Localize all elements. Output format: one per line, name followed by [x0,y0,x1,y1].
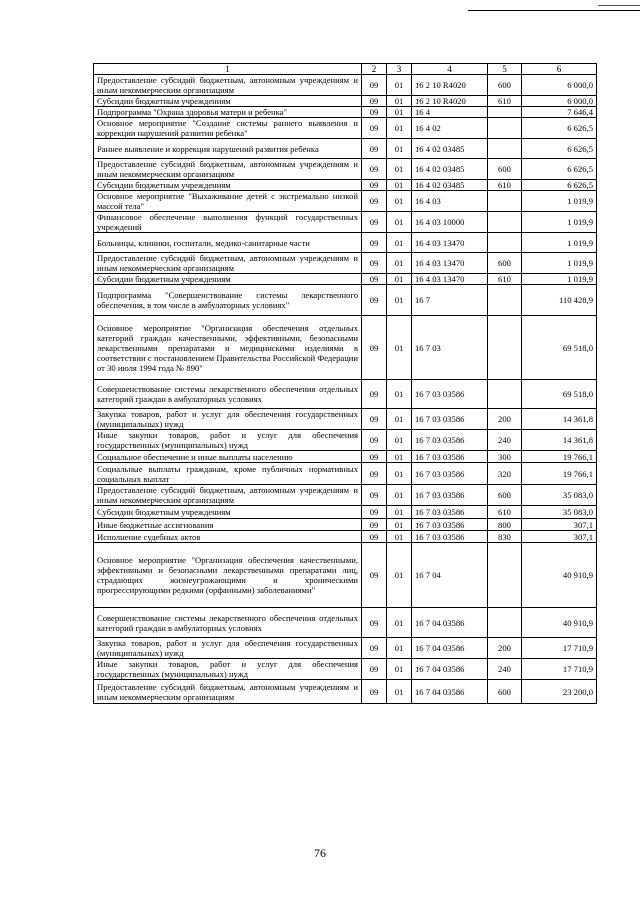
header-col-1: 1 [94,64,362,75]
row-name: Предоставление субсидий бюджетным, автономным учреждениям и иным некоммерческим организациям [94,253,362,274]
row-name: Закупка товаров, работ и услуг для обеспечения государственных (муниципальных) нужд [94,409,362,430]
row-amount: 40 910,9 [522,608,597,638]
row-expense-type: 240 [488,430,522,451]
row-expense-type: 610 [488,274,522,285]
row-target-code: 16 7 04 03586 [412,608,488,638]
row-amount: 17 710,9 [522,659,597,680]
row-target-code: 16 4 02 03485 [412,139,488,159]
row-target-code: 16 4 03 13470 [412,233,488,253]
row-name: Основное мероприятие "Создание системы раннего выявления и коррекции нарушений развития ребенка" [94,118,362,139]
row-expense-type: 600 [488,253,522,274]
row-section: 09 [362,96,387,107]
table-row [94,680,597,704]
row-name: Финансовое обеспечение выполнения функций государственных учреждений [94,212,362,233]
row-amount: 1 019,9 [522,274,597,285]
table-row [94,233,597,253]
row-expense-type: 610 [488,180,522,191]
table-row [94,485,597,506]
row-name: Исполнение судебных актов [94,531,362,543]
row-expense-type [488,233,522,253]
table-row [94,506,597,519]
row-section: 09 [362,180,387,191]
row-target-code: 16 4 03 [412,191,488,212]
row-target-code: 16 4 02 [412,118,488,139]
header-col-6: 6 [522,64,597,75]
row-section: 09 [362,316,387,380]
row-expense-type [488,212,522,233]
table-row [94,638,597,659]
row-amount: 307,1 [522,519,597,531]
row-subsection: 01 [387,506,412,519]
row-subsection: 01 [387,463,412,485]
row-target-code: 16 4 03 10000 [412,212,488,233]
row-subsection: 01 [387,274,412,285]
row-amount: 40 910,9 [522,543,597,608]
row-target-code: 16 4 02 03485 [412,180,488,191]
row-target-code: 16 7 03 03586 [412,531,488,543]
table-row [94,463,597,485]
row-section: 09 [362,139,387,159]
table-row [94,75,597,96]
row-section: 09 [362,543,387,608]
row-amount: 6 000,0 [522,96,597,107]
row-name: Иные бюджетные ассигнования [94,519,362,531]
row-subsection: 01 [387,451,412,463]
row-amount: 35 083,0 [522,485,597,506]
row-target-code: 16 7 03 03586 [412,485,488,506]
row-amount: 14 361,8 [522,409,597,430]
table-body [94,75,597,704]
row-subsection: 01 [387,107,412,118]
row-section: 09 [362,506,387,519]
row-target-code: 16 2 10 R4020 [412,75,488,96]
table-row [94,212,597,233]
row-section: 09 [362,118,387,139]
row-amount: 6 626,5 [522,118,597,139]
header-col-3: 3 [387,64,412,75]
table-row [94,191,597,212]
row-amount: 6 626,5 [522,139,597,159]
row-subsection: 01 [387,96,412,107]
row-expense-type: 320 [488,463,522,485]
row-subsection: 01 [387,118,412,139]
row-expense-type [488,285,522,316]
row-expense-type: 600 [488,159,522,180]
row-expense-type [488,608,522,638]
row-section: 09 [362,463,387,485]
header-col-4: 4 [412,64,488,75]
row-section: 09 [362,285,387,316]
table-row [94,180,597,191]
table-row [94,659,597,680]
row-target-code: 16 4 02 03485 [412,159,488,180]
row-name: Совершенствование системы лекарственного обеспечения отдельных категорий граждан в амбулаторных условиях [94,608,362,638]
row-section: 09 [362,191,387,212]
budget-table [93,63,597,704]
row-subsection: 01 [387,316,412,380]
row-section: 09 [362,608,387,638]
row-amount: 1 019,9 [522,233,597,253]
row-section: 09 [362,233,387,253]
row-section: 09 [362,409,387,430]
row-amount: 1 019,9 [522,212,597,233]
top-rule-short [598,5,640,6]
row-section: 09 [362,531,387,543]
row-name: Иные закупки товаров, работ и услуг для обеспечения государственных (муниципальных) нужд [94,430,362,451]
row-name: Предоставление субсидий бюджетным, автономным учреждениям и иным некоммерческим организациям [94,159,362,180]
top-rule [468,10,640,11]
row-amount: 6 626,5 [522,159,597,180]
row-expense-type [488,543,522,608]
row-amount: 35 083,0 [522,506,597,519]
table-row [94,531,597,543]
row-name: Социальное обеспечение и иные выплаты населению [94,451,362,463]
row-expense-type [488,118,522,139]
row-target-code: 16 7 03 03586 [412,463,488,485]
row-section: 09 [362,659,387,680]
page-number: 76 [314,846,326,860]
row-amount: 14 361,8 [522,430,597,451]
row-subsection: 01 [387,680,412,704]
row-expense-type: 830 [488,531,522,543]
row-target-code: 16 7 03 03586 [412,380,488,409]
row-target-code: 16 7 04 03586 [412,680,488,704]
row-amount: 1 019,9 [522,191,597,212]
row-amount: 7 646,4 [522,107,597,118]
row-subsection: 01 [387,253,412,274]
row-target-code: 16 2 10 R4020 [412,96,488,107]
row-name: Предоставление субсидий бюджетным, автономным учреждениям и иным некоммерческим организациям [94,485,362,506]
table-row [94,543,597,608]
table-row [94,608,597,638]
row-name: Раннее выявление и коррекция нарушений развития ребенка [94,139,362,159]
row-section: 09 [362,380,387,409]
row-amount: 1 019,9 [522,253,597,274]
row-amount: 19 766,1 [522,463,597,485]
row-expense-type: 800 [488,519,522,531]
row-subsection: 01 [387,485,412,506]
row-subsection: 01 [387,212,412,233]
row-expense-type [488,139,522,159]
row-target-code: 16 7 03 03586 [412,430,488,451]
table-row [94,159,597,180]
row-expense-type: 600 [488,680,522,704]
row-expense-type [488,107,522,118]
table-row [94,285,597,316]
row-subsection: 01 [387,380,412,409]
row-expense-type: 600 [488,485,522,506]
header-col-5: 5 [488,64,522,75]
row-amount: 307,1 [522,531,597,543]
row-target-code: 16 4 03 13470 [412,253,488,274]
row-expense-type: 610 [488,96,522,107]
row-name: Совершенствование системы лекарственного обеспечения отдельных категорий граждан в амбулаторных условиях [94,380,362,409]
row-section: 09 [362,430,387,451]
row-name: Подпрограмма "Совершенствование системы лекарственного обеспечения, в том числе в амбулаторных условиях" [94,285,362,316]
header-col-2: 2 [362,64,387,75]
row-subsection: 01 [387,608,412,638]
row-target-code: 16 4 [412,107,488,118]
row-amount: 6 626,5 [522,180,597,191]
table-row [94,380,597,409]
row-section: 09 [362,107,387,118]
table-row [94,430,597,451]
row-target-code: 16 7 03 [412,316,488,380]
row-name: Основное мероприятие "Организация обеспечения качественными, эффективными и безопасными лекарственными препаратами лиц, страдающих жизнеугрожающими и хроническими прогрессирующими редкими (орфанными) заболеваниями" [94,543,362,608]
row-amount: 6 000,0 [522,75,597,96]
row-name: Субсидии бюджетным учреждениям [94,96,362,107]
row-expense-type [488,316,522,380]
table-row [94,274,597,285]
row-section: 09 [362,485,387,506]
row-name: Субсидии бюджетным учреждениям [94,180,362,191]
row-target-code: 16 7 04 03586 [412,659,488,680]
row-expense-type: 610 [488,506,522,519]
table-row [94,451,597,463]
row-subsection: 01 [387,531,412,543]
table-row [94,253,597,274]
row-section: 09 [362,451,387,463]
row-target-code: 16 7 03 03586 [412,519,488,531]
row-subsection: 01 [387,139,412,159]
row-subsection: 01 [387,285,412,316]
row-section: 09 [362,680,387,704]
row-target-code: 16 7 04 [412,543,488,608]
table-row [94,118,597,139]
row-name: Предоставление субсидий бюджетным, автономным учреждениям и иным некоммерческим организациям [94,75,362,96]
row-name: Основное мероприятие "Организация обеспечения отдельных категорий граждан качественными, эффективными, безопасными лекарственными препаратами и медицинскими изделиями в соответствии с постановлением Правительства Российской Федерации от 30 июля 1994 года № 890" [94,316,362,380]
row-expense-type: 200 [488,409,522,430]
row-name: Предоставление субсидий бюджетным, автономным учреждениям и иным некоммерческим организациям [94,680,362,704]
row-expense-type [488,191,522,212]
table-row [94,139,597,159]
row-expense-type: 240 [488,659,522,680]
table-row [94,107,597,118]
row-name: Больницы, клиники, госпитали, медико-санитарные части [94,233,362,253]
row-subsection: 01 [387,180,412,191]
row-subsection: 01 [387,409,412,430]
row-amount: 69 518,0 [522,316,597,380]
row-expense-type: 200 [488,638,522,659]
row-target-code: 16 4 03 13470 [412,274,488,285]
row-name: Закупка товаров, работ и услуг для обеспечения государственных (муниципальных) нужд [94,638,362,659]
row-subsection: 01 [387,75,412,96]
row-section: 09 [362,159,387,180]
row-name: Иные закупки товаров, работ и услуг для обеспечения государственных (муниципальных) нужд [94,659,362,680]
row-section: 09 [362,253,387,274]
table-row [94,316,597,380]
table-row [94,519,597,531]
row-section: 09 [362,274,387,285]
row-subsection: 01 [387,659,412,680]
row-subsection: 01 [387,543,412,608]
row-target-code: 16 7 04 03586 [412,638,488,659]
row-expense-type: 600 [488,75,522,96]
row-name: Основное мероприятие "Выхаживание детей с экстремально низкой массой тела" [94,191,362,212]
row-amount: 69 518,0 [522,380,597,409]
row-subsection: 01 [387,159,412,180]
row-amount: 110 428,9 [522,285,597,316]
row-section: 09 [362,638,387,659]
row-amount: 19 766,1 [522,451,597,463]
row-subsection: 01 [387,430,412,451]
row-name: Подпрограмма "Охрана здоровья матери и ребенка" [94,107,362,118]
table-row [94,409,597,430]
row-subsection: 01 [387,519,412,531]
table-header-row [94,64,597,75]
row-subsection: 01 [387,233,412,253]
row-subsection: 01 [387,191,412,212]
row-target-code: 16 7 03 03586 [412,409,488,430]
row-subsection: 01 [387,638,412,659]
row-name: Социальные выплаты гражданам, кроме публичных нормативных социальных выплат [94,463,362,485]
row-name: Субсидии бюджетным учреждениям [94,506,362,519]
row-amount: 23 200,0 [522,680,597,704]
row-section: 09 [362,75,387,96]
table-row [94,96,597,107]
row-target-code: 16 7 [412,285,488,316]
row-expense-type [488,380,522,409]
row-target-code: 16 7 03 03586 [412,506,488,519]
row-target-code: 16 7 03 03586 [412,451,488,463]
row-section: 09 [362,519,387,531]
row-expense-type: 300 [488,451,522,463]
row-name: Субсидии бюджетным учреждениям [94,274,362,285]
row-section: 09 [362,212,387,233]
row-amount: 17 710,9 [522,638,597,659]
